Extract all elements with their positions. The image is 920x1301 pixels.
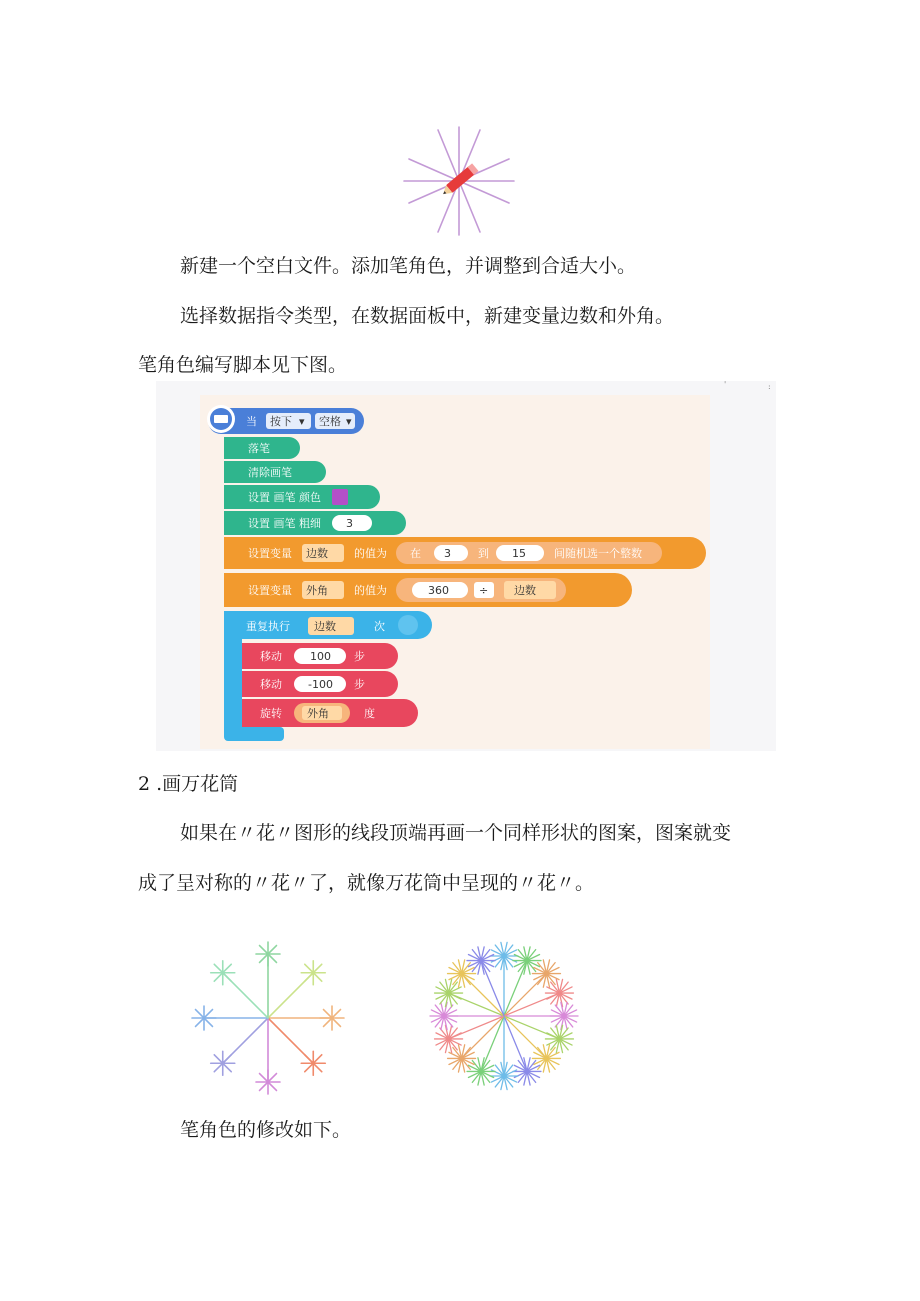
move-forward-block[interactable] [242,643,398,669]
set-sides-block[interactable] [224,537,706,569]
svg-text:次: 次 [374,620,385,633]
svg-text:▾: ▾ [299,415,305,428]
svg-text:移动: 移动 [260,650,282,663]
svg-text:清除画笔: 清除画笔 [248,466,292,479]
svg-text:360: 360 [428,584,449,597]
keyboard-icon [214,415,228,423]
paragraph-new-variables: 选择数据指令类型，在数据面板中，新建变量边数和外角。 [180,305,675,327]
set-pen-color-block[interactable] [224,485,380,509]
pencil-star-figure [400,125,518,237]
svg-text:间随机选一个整数: 间随机选一个整数 [554,547,642,560]
svg-text:设置变量: 设置变量 [248,547,292,560]
svg-text:设置 画笔 颜色: 设置 画笔 颜色 [248,491,321,504]
move-back-block[interactable] [242,671,398,697]
svg-text:在: 在 [410,547,421,560]
svg-text:▾: ▾ [346,415,352,428]
paragraph-modification: 笔角色的修改如下。 [180,1119,352,1141]
svg-text:边数: 边数 [314,620,336,633]
svg-text:-100: -100 [308,678,333,691]
set-angle-block[interactable] [224,573,632,607]
paragraph-kaleidoscope-line2: 成了呈对称的〃花〃了，就像万花筒中呈现的〃花〃。 [138,872,595,894]
svg-text:按下: 按下 [270,415,292,428]
svg-text:空格: 空格 [319,415,341,428]
paragraph-script-intro: 笔角色编写脚本见下图。 [138,354,348,376]
svg-text:外角: 外角 [306,584,328,597]
svg-text:度: 度 [364,707,375,720]
svg-text:的值为: 的值为 [354,584,387,597]
svg-text:3: 3 [444,547,451,560]
svg-text:重复执行: 重复执行 [246,620,290,633]
pen-color-swatch[interactable] [332,489,348,505]
svg-text:步: 步 [354,650,365,663]
svg-text:到: 到 [478,547,489,560]
turn-block[interactable] [242,699,418,727]
svg-text:的值为: 的值为 [354,547,387,560]
svg-text:落笔: 落笔 [248,442,270,455]
code-blocks-screenshot [156,381,776,751]
paragraph-kaleidoscope-line1: 如果在〃花〃图形的线段顶端再画一个同样形状的图案，图案就变 [180,822,732,844]
svg-text:当: 当 [246,415,257,428]
svg-text:边数: 边数 [306,547,328,560]
pen-down-block[interactable] [224,437,300,459]
svg-text:设置变量: 设置变量 [248,584,292,597]
svg-text:15: 15 [512,547,526,560]
clear-pen-block[interactable] [224,461,326,483]
svg-text::: : [768,382,771,391]
flower-figure-kaleidoscope [420,936,586,1096]
section-heading: 2 .画万花筒 [138,773,239,795]
when-key-pressed-block[interactable] [207,405,364,434]
svg-text:移动: 移动 [260,678,282,691]
svg-text:÷: ÷ [479,584,489,597]
svg-text:': ' [724,381,727,389]
paragraph-new-file: 新建一个空白文件。添加笔角色，并调整到合适大小。 [180,255,637,277]
svg-text:步: 步 [354,678,365,691]
svg-text:设置 画笔 粗细: 设置 画笔 粗细 [248,517,321,530]
flower-figure-small [188,936,350,1096]
svg-text:边数: 边数 [514,584,536,597]
svg-text:外角: 外角 [307,707,329,720]
svg-text:旋转: 旋转 [260,707,282,720]
svg-text:3: 3 [346,517,353,530]
set-pen-width-block[interactable] [224,511,406,535]
svg-text:100: 100 [310,650,331,663]
